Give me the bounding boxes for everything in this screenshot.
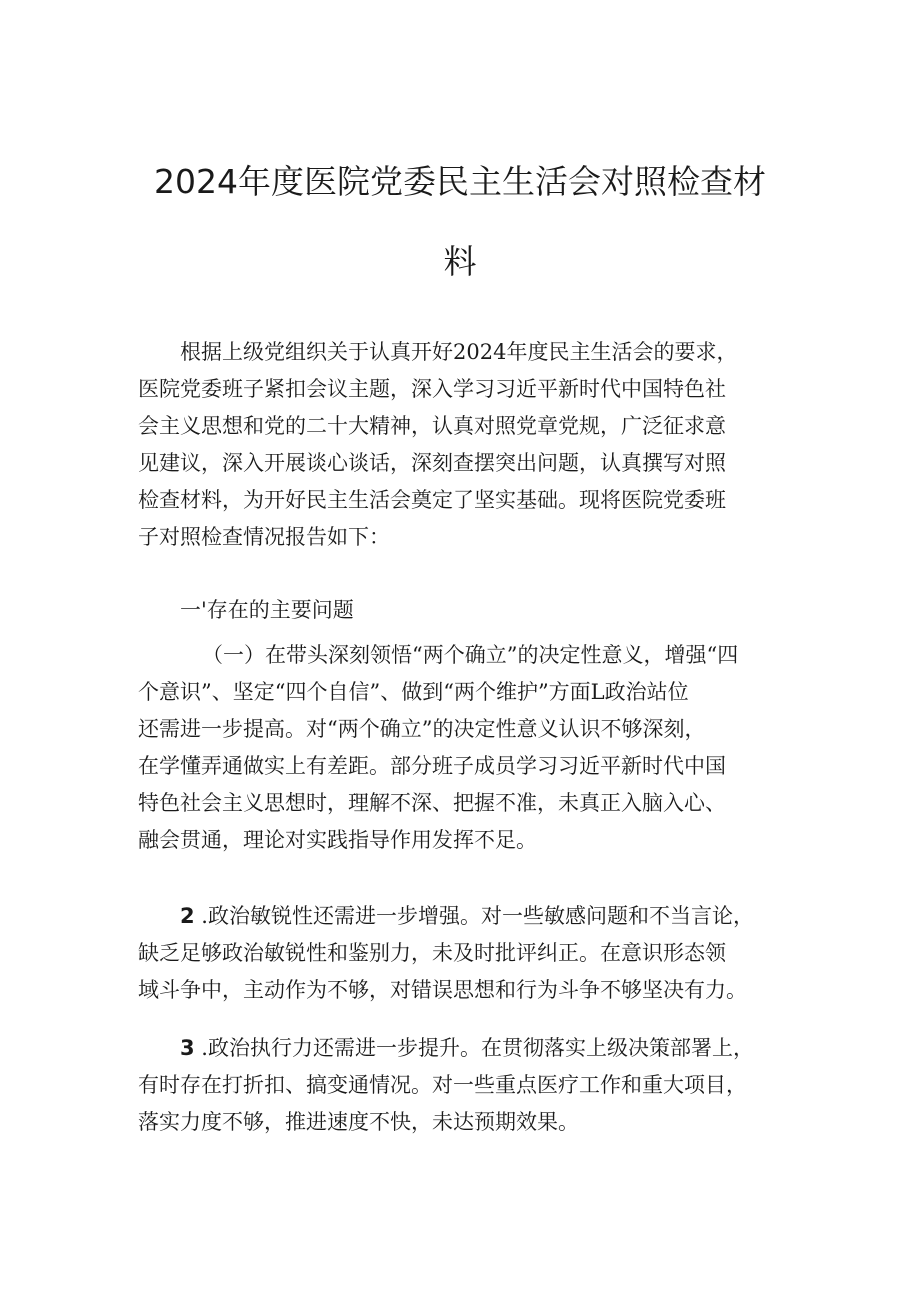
- paragraph-line: [138, 1030, 798, 1067]
- paragraph-line: 融会贯通，理论对实践指导作用发挥不足。: [138, 828, 537, 852]
- paragraph-line: 医院党委班子紧扣会议主题，深入学习习近平新时代中国特色社: [138, 377, 726, 401]
- paragraph-line: 在学懂弄通做实上有差距。部分班子成员学习习近平新时代中国: [138, 754, 726, 778]
- section-heading-block: [138, 592, 798, 629]
- paragraph-line: [138, 898, 798, 935]
- section-heading: 一'存在的主要问题: [180, 598, 354, 622]
- item-number: 2: [180, 904, 195, 928]
- paragraph-line: 特色社会主义思想时，理解不深、把握不准，未真正入脑入心、: [138, 791, 726, 815]
- sub-section-1: [138, 637, 798, 859]
- paragraph-line: 个意识”、坚定“四个自信”、做到“两个维护”方面L政治站位: [138, 680, 689, 704]
- paragraph-line: 有时存在打折扣、搞变通情况。对一些重点医疗工作和重大项目，: [138, 1073, 747, 1097]
- paragraph-line: 缺乏足够政治敏锐性和鉴别力，未及时批评纠正。在意识形态领: [138, 941, 726, 965]
- document-title-line-1: 2024年度医院党委民主生活会对照检查材: [154, 162, 766, 201]
- item-3: [138, 1030, 798, 1141]
- paragraph-line: 落实力度不够，推进速度不快，未达预期效果。: [138, 1110, 579, 1134]
- paragraph-line: （一）在带头深刻领悟“两个确立”的决定性意义，增强“四: [202, 643, 739, 667]
- item-number: 3: [180, 1036, 195, 1060]
- document-title-line-2: 料: [443, 242, 477, 281]
- paragraph-line: 子对照检查情况报告如下：: [138, 525, 390, 549]
- paragraph-line: 还需进一步提高。对“两个确立”的决定性意义认识不够深刻，: [138, 717, 706, 741]
- item-2: [138, 898, 798, 1009]
- paragraph-line: 域斗争中，主动作为不够，对错误思想和行为斗争不够坚决有力。: [138, 978, 747, 1002]
- item-text: .政治敏锐性还需进一步增强。对一些敏感问题和不当言论，: [194, 904, 754, 928]
- paragraph-line: 根据上级党组织关于认真开好2024年度民主生活会的要求，: [180, 340, 738, 364]
- intro-paragraph: [138, 334, 798, 556]
- paragraph-line: 见建议，深入开展谈心谈话，深刻查摆突出问题，认真撰写对照: [138, 451, 726, 475]
- paragraph-line: 检查材料，为开好民主生活会奠定了坚实基础。现将医院党委班: [138, 488, 726, 512]
- item-text: .政治执行力还需进一步提升。在贯彻落实上级决策部署上，: [194, 1036, 754, 1060]
- paragraph-line: 会主义思想和党的二十大精神，认真对照党章党规，广泛征求意: [138, 414, 726, 438]
